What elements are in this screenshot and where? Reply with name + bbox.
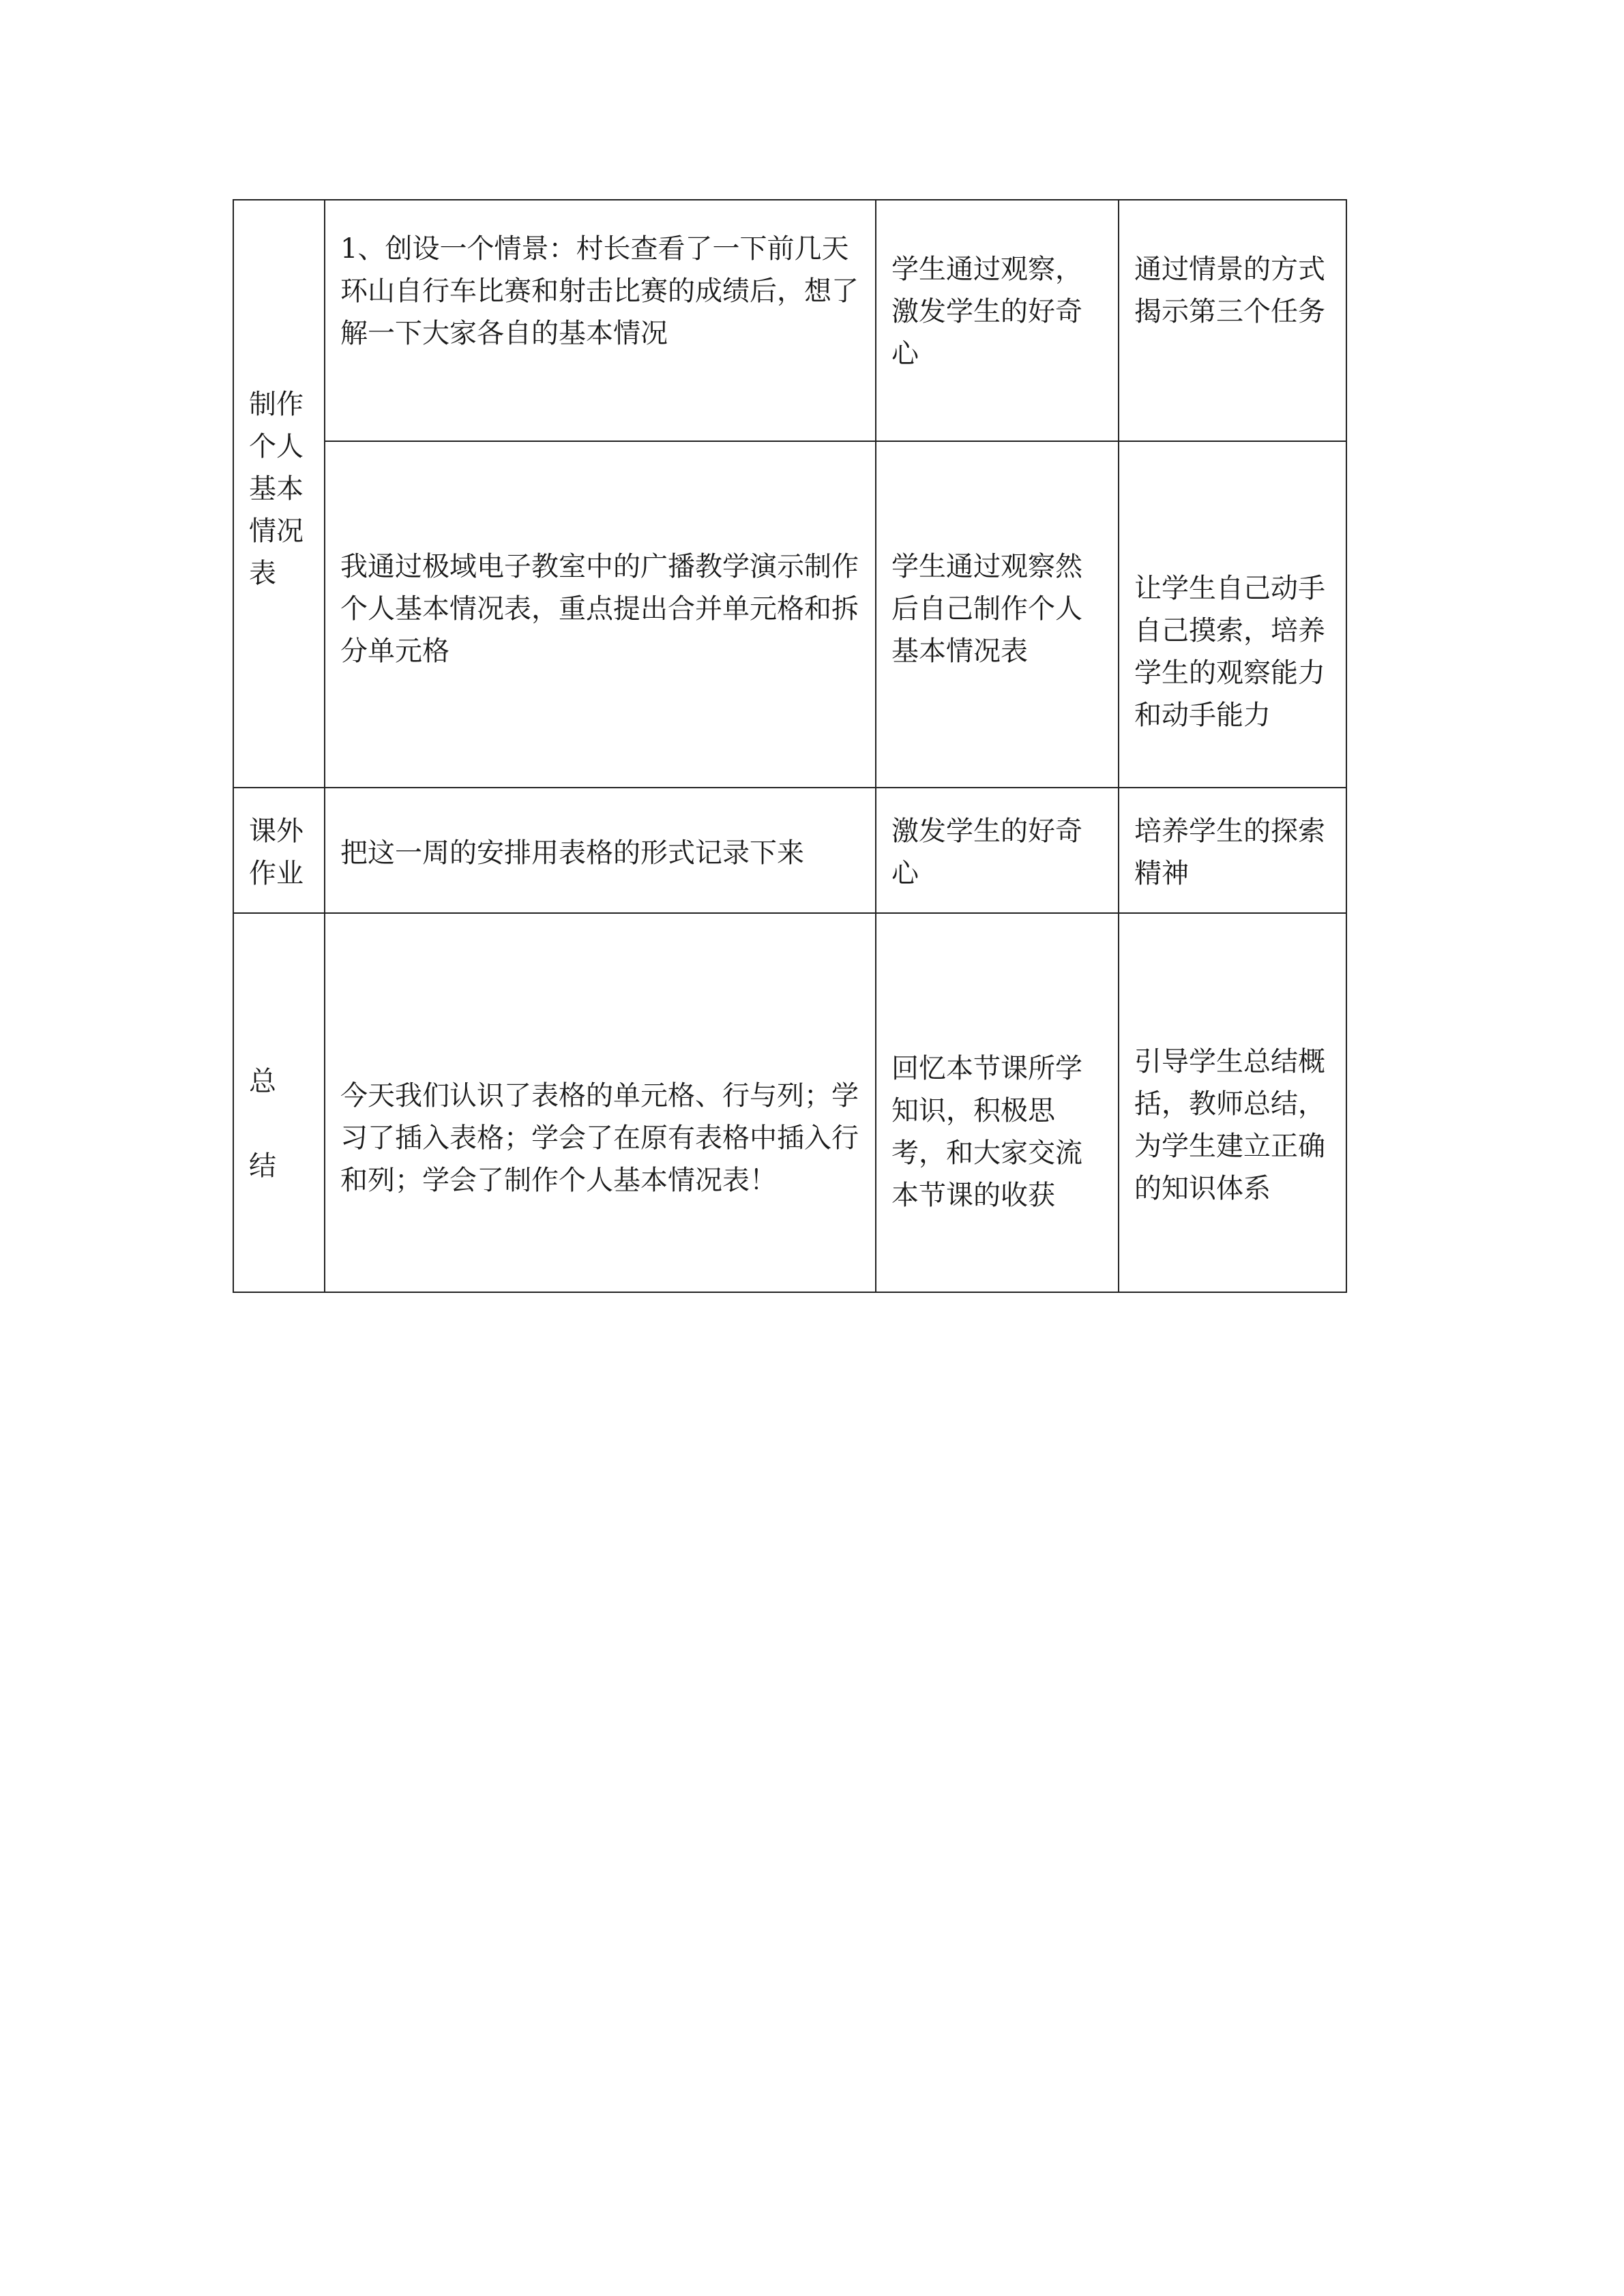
student-activity-cell — [876, 441, 1119, 788]
teacher-activity-cell — [325, 200, 876, 441]
student-activity-cell — [876, 913, 1119, 1292]
teacher-activity-cell — [325, 913, 876, 1292]
design-intent-cell — [1119, 441, 1346, 788]
teacher-activity-cell — [325, 441, 876, 788]
stage-label-line2: 结 — [249, 1150, 276, 1182]
table-row — [233, 200, 1346, 441]
lesson-plan-table — [233, 199, 1347, 1293]
student-activity-text: 回忆本节课所学知识，积极思考，和大家交流本节课的收获 — [891, 1053, 1082, 1211]
stage-cell-personal-info — [233, 200, 325, 788]
design-intent-text: 让学生自己动手自己摸索，培养学生的观察能力和动手能力 — [1134, 573, 1325, 731]
student-activity-text: 学生通过观察，激发学生的好奇心 — [891, 254, 1082, 370]
teacher-activity-text: 我通过极域电子教室中的广播教学演示制作个人基本情况表，重点提出合并单元格和拆分单元格 — [340, 551, 859, 667]
table-row — [233, 788, 1346, 913]
teacher-activity-text: 1、创设一个情景：村长查看了一下前几天环山自行车比赛和射击比赛的成绩后，想了解一下大家各自的基本情况 — [340, 233, 859, 349]
stage-cell-summary — [233, 913, 325, 1292]
teacher-activity-text: 今天我们认识了表格的单元格、行与列；学习了插入表格；学会了在原有表格中插入行和列；学会了制作个人基本情况表！ — [340, 1080, 859, 1196]
student-activity-text: 激发学生的好奇心 — [891, 816, 1082, 889]
stage-label: 课外作业 — [249, 816, 304, 889]
design-intent-text: 通过情景的方式揭示第三个任务 — [1134, 254, 1325, 327]
design-intent-text: 引导学生总结概括，教师总结，为学生建立正确的知识体系 — [1134, 1046, 1325, 1204]
design-intent-cell — [1119, 913, 1346, 1292]
student-activity-text: 学生通过观察然后自己制作个人基本情况表 — [891, 551, 1082, 667]
table-row — [233, 913, 1346, 1292]
stage-label — [249, 914, 309, 1208]
student-activity-cell — [876, 200, 1119, 441]
stage-label-line1: 总 — [249, 1066, 276, 1097]
design-intent-cell — [1119, 200, 1346, 441]
design-intent-text: 培养学生的探索精神 — [1134, 816, 1325, 889]
student-activity-cell — [876, 788, 1119, 913]
teacher-activity-text: 把这一周的安排用表格的形式记录下来 — [340, 837, 804, 869]
table-row — [233, 441, 1346, 788]
teacher-activity-cell — [325, 788, 876, 913]
design-intent-cell — [1119, 788, 1346, 913]
stage-cell-homework — [233, 788, 325, 913]
stage-label: 制作个人基本情况表 — [249, 389, 304, 589]
